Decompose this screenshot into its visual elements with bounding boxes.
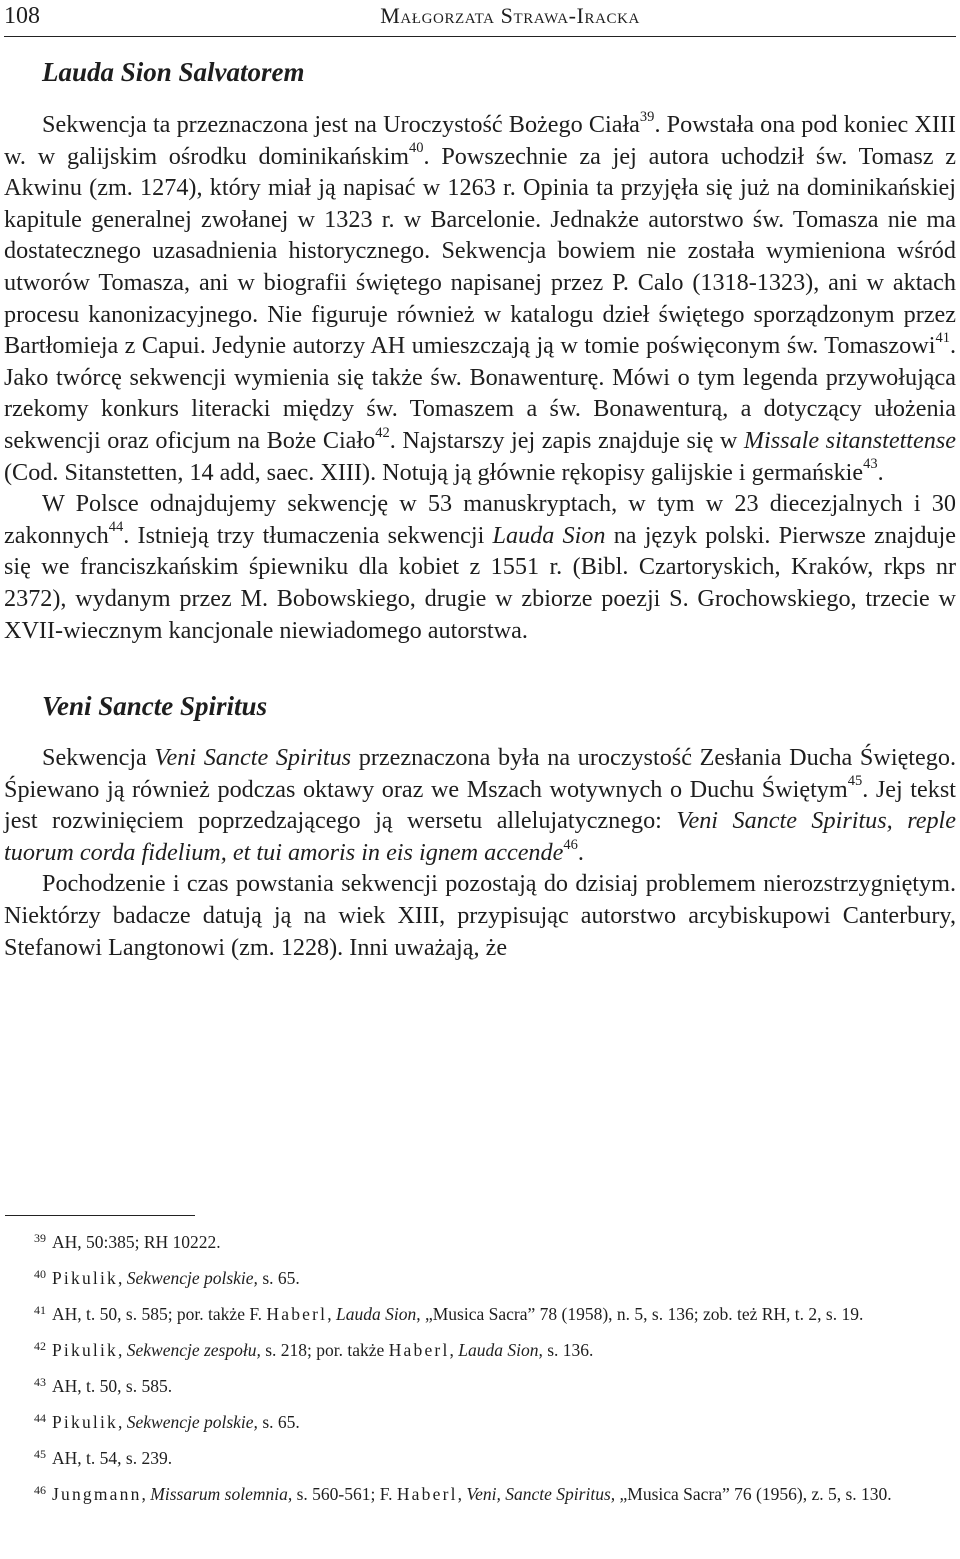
- text-run: „Musica Sacra” 76 (1956), z. 5, s. 130.: [615, 1484, 892, 1504]
- footnote-number: 44: [34, 1411, 46, 1425]
- footnote-ref[interactable]: 46: [563, 836, 578, 853]
- italic-title: Sekwencje polskie,: [126, 1268, 258, 1288]
- text-run: Sekwencja: [42, 744, 155, 772]
- text-run: AH, t. 54, s. 239.: [52, 1448, 173, 1468]
- author-name: Haberl: [266, 1304, 328, 1324]
- italic-title: Sekwencje polskie,: [126, 1412, 258, 1432]
- footnote-separator: [5, 1215, 195, 1216]
- text-run: Sekwencja ta przeznaczona jest na Uroczystość Bożego Ciała: [42, 111, 640, 138]
- author-name: Pikulik: [52, 1412, 118, 1432]
- footnote: [4, 1410, 956, 1436]
- text-run: Pochodzenie i czas powstania sekwencji pozostają do dzisiaj problemem nierozstrzygniętym. Niektórzy badacze datują ją na wiek XIII, przypisując autorstwo arcybiskupowi Canterbury, Stefanowi Langtonowi (zm. 1228). Inni uważają, że: [4, 870, 956, 961]
- running-head-author: Małgorzata Strawa-Iracka: [380, 3, 640, 28]
- author-name: Jungmann: [52, 1484, 142, 1504]
- footnote: [4, 1482, 956, 1508]
- text-run: . Najstarszy jej zapis znajduje się w: [389, 426, 744, 454]
- italic-quote: Veni Sancte Spiritus, reple tuorum corda fidelium, et tui amoris in eis ignem accende: [4, 807, 956, 866]
- italic-title: Lauda Sion: [335, 1304, 417, 1324]
- paragraph: [4, 488, 956, 646]
- text-run: s. 560-561; F.: [292, 1484, 397, 1504]
- text-run: ,: [117, 1340, 127, 1360]
- text-run: ,: [117, 1268, 127, 1288]
- footnote-ref[interactable]: 40: [409, 140, 424, 157]
- footnote-ref[interactable]: 43: [863, 456, 878, 473]
- italic-title: Lauda Sion,: [458, 1340, 543, 1360]
- italic-title: Missarum solemnia,: [150, 1484, 293, 1504]
- text-run: ,: [457, 1484, 467, 1504]
- italic-title: Veni, Sancte Spiritus,: [466, 1484, 616, 1504]
- text-run: ,: [117, 1412, 127, 1432]
- text-run: ,: [327, 1304, 336, 1324]
- text-run: na język polski. Pierwsze znajduje się we franciszkańskim śpiewniku dla kobiet z 1551 r. (Bibl. Czartoryskich, Kraków, rkps nr 2372), wydanym przez M. Bobowskiego, drugie w zbiorze poezji S. Grochowskiego, trzecie w XVII-wiecznym kancjonale niewiadomego autorstwa.: [4, 521, 956, 644]
- text-run: s. 65.: [257, 1268, 300, 1288]
- text-run: ,: [449, 1340, 459, 1360]
- footnote: [4, 1446, 956, 1472]
- page-number: 108: [4, 3, 40, 29]
- footnote-number: 40: [34, 1267, 46, 1281]
- section-title-veni-sancte: Veni Sancte Spiritus: [42, 691, 268, 722]
- text-run: . Jako twórcę sekwencji wymienia się także św. Bonawenturę. Mówi o tym legenda przywołująca rzekomy konkurs literacki między św. Tomaszem a św. Bonawenturą, a dotyczący ułożenia sekwencji oraz oficjum na Boże Ciało: [4, 332, 956, 454]
- footnote: [4, 1266, 956, 1292]
- footnote: [4, 1302, 956, 1328]
- text-run: W Polsce odnajdujemy sekwencję w 53 manuskryptach, w tym w 23 diecezjalnych i 30 zakonnych: [4, 490, 956, 549]
- text-run: AH, t. 50, s. 585; por. także F.: [52, 1304, 267, 1324]
- italic-title: Missale sitanstettense: [743, 426, 956, 454]
- text-run: s. 218; por. także: [260, 1340, 389, 1360]
- footnote-ref[interactable]: 42: [375, 424, 390, 441]
- text-run: , „Musica Sacra” 78 (1958), n. 5, s. 136; zob. też RH, t. 2, s. 19.: [416, 1304, 864, 1324]
- author-name: Pikulik: [52, 1340, 118, 1360]
- footnote-ref[interactable]: 41: [935, 329, 950, 346]
- paragraph: [4, 868, 956, 963]
- text-run: . Powszechnie za jej autora uchodził św. Tomasz z Akwinu (zm. 1274), który miał ją napisać w 1263 r. Opinia ta przyjęła się już na dominikańskiej kapitule generalnej zwołanej w 1323 r. w Barcelonie. Jednakże autorstwo św. Tomasza nie ma dostatecznego uzasadnienia historycznego. Sekwencja bowiem nie została wymieniona wśród utworów Tomasza, ani w biografii świętego napisanej przez P. Calo (1318-1323), ani w aktach procesu kanonizacyjnego. Nie figuruje również w katalogu dzieł świętego sporządzonym przez Bartłomieja z Capui. Jedynie autorzy AH umieszczają ją w tomie poświęconym św. Tomaszowi: [4, 142, 956, 360]
- text-run: ,: [141, 1484, 151, 1504]
- text-run: przeznaczona była na uroczystość Zesłania Ducha Świętego. Śpiewano ją również podczas oktawy oraz we Mszach wotywnych o Duchu Świętym: [4, 744, 956, 803]
- text-run: . Jej tekst jest rozwinięciem poprzedzającego ją wersetu allelujatycznego:: [4, 775, 956, 835]
- footnote-ref[interactable]: 44: [108, 519, 124, 536]
- text-run: .: [877, 458, 884, 486]
- text-run: s. 65.: [257, 1412, 300, 1432]
- author-name: Haberl: [388, 1340, 450, 1360]
- text-run: .: [577, 838, 584, 866]
- text-run: s. 136.: [542, 1340, 594, 1360]
- text-run: (Cod. Sitanstetten, 14 add, saec. XIII). Notują ją głównie rękopisy galijskie i germańskie: [4, 458, 864, 486]
- footnote-number: 43: [34, 1375, 46, 1389]
- text-run: . Powstała ona pod koniec XIII w. w galijskim ośrodku dominikańskim: [4, 111, 956, 170]
- italic-title: Lauda Sion: [492, 521, 606, 549]
- footnote-number: 39: [34, 1231, 46, 1245]
- footnote: [4, 1230, 956, 1256]
- footnote: [4, 1374, 956, 1400]
- footnotes: [4, 1215, 956, 1518]
- footnote-number: 45: [34, 1447, 46, 1461]
- italic-title: Sekwencje zespołu,: [126, 1340, 261, 1360]
- footnote-number: 41: [34, 1303, 46, 1317]
- footnote-number: 42: [34, 1339, 46, 1353]
- italic-title: Veni Sancte Spiritus: [154, 744, 352, 772]
- footnote-ref[interactable]: 45: [847, 773, 863, 790]
- page-header: [4, 0, 956, 37]
- section-title-lauda-sion: Lauda Sion Salvatorem: [42, 57, 305, 87]
- footnote-ref[interactable]: 39: [639, 108, 655, 125]
- footnote-number: 46: [34, 1483, 46, 1497]
- author-name: Haberl: [396, 1484, 458, 1504]
- paragraph: [4, 742, 956, 868]
- author-name: Pikulik: [52, 1268, 118, 1288]
- main-text: [4, 55, 956, 963]
- text-run: . Istnieją trzy tłumaczenia sekwencji: [123, 521, 493, 549]
- paragraph: [4, 109, 956, 488]
- text-run: AH, t. 50, s. 585.: [52, 1376, 173, 1396]
- text-run: AH, 50:385; RH 10222.: [52, 1232, 221, 1252]
- footnote: [4, 1338, 956, 1364]
